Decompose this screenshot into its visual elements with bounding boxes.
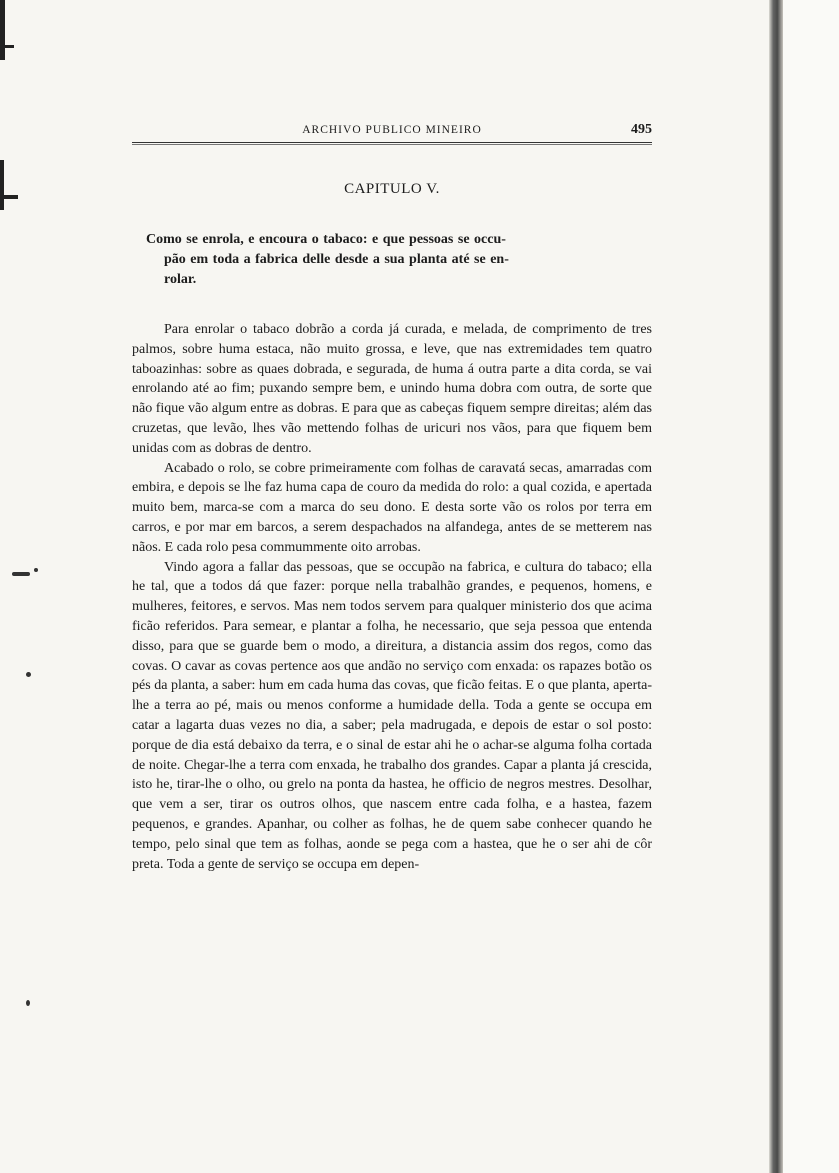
summary-line: Como se enrola, e encoura o tabaco: e que pessoas se occu- [146,232,506,247]
header-rule [132,142,652,145]
body-text [132,320,652,874]
running-header [132,118,652,140]
paragraph: Para enrolar o tabaco dobrão a corda já curada, e melada, de comprimento de tres palmos, sobre huma estaca, não muito grossa, e leve, que nas extremidades tem quatro taboazinhas: sobre as quaes dobrada, e segurada, de huma á outra parte a dita corda, se vai enrolando até ao fim; puxando sempre bem, e unindo huma dobra com outra, de sorte que não fique vão algum entre as dobras. E para que as cabeças fiquem sempre direitas; além das cruzetas, que levão, lhes vão mettendo folhas de uricuri nos vãos, para que fiquem bem unidas com as dobras de dentro. [132,322,652,456]
summary-line: pão em toda a fabrica delle desde a sua planta até se en- [164,252,509,267]
page-number: 495 [631,122,652,137]
paragraph: Vindo agora a fallar das pessoas, que se occupão na fabrica, e cultura do tabaco; ella he tal, que a todos dá que fazer: porque nella trabalhão grandes, e pequenos, homens, e mulheres, feitores, e servos. Mas nem todos servem para qualquer ministerio dos que acima ficão referidos. Para semear, e plantar a folha, he necessario, que seja pessoa que entenda disso, para que se guarde bem o modo, a direitura, a distancia assim dos regos, como das covas. O cavar as covas pertence aos que andão no serviço com enxada: os rapazes botão os pés da planta, a saber: hum em cada huma das covas, que ficão feitas. E o que planta, aperta-lhe a terra ao pé, mais ou menos conforme a humidade della. Toda a gente se occupa em catar a lagarta duas vezes no dia, a saber; pela madrugada, e depois de estar o sol posto: porque de dia está debaixo da terra, e o sinal de estar ahi he o achar-se alguma folha cortada de noite. Chegar-lhe a terra com enxada, he trabalho dos grandes. Capar a planta já crescida, isto he, tirar-lhe o olho, ou grelo na ponta da hastea, he officio de negros mestres. Desolhar, que vem a ser, tirar os outros olhos, que nascem entre cada folha, e a hastea, fazem pequenos, e grandes. Apanhar, ou colher as folhas, he de quem sabe conhecer quando he tempo, pelo sinal que tem as folhas, aonde se pega com a hastea, que he o ser ahi de côr preta. Toda a gente de serviço se occupa em depen- [132,559,652,872]
scan-margin [783,0,839,1173]
scan-mark [0,160,4,210]
paragraph: Acabado o rolo, se cobre primeiramente com folhas de caravatá secas, amarradas com embira, e depois se lhe faz huma capa de couro da medida do rolo: a qual cozida, e apertada muito bem, marca-se com a marca do seu dono. E desta sorte vão os rolos por terra em carros, e por mar em barcos, a serem despachados na alfandega, antes de se metterem nas nãos. E cada rolo pesa commummente oito arrobas. [132,460,652,555]
scan-mark [0,45,14,48]
scan-speck [26,1000,30,1006]
scan-speck [34,568,38,572]
scan-mark [0,195,18,199]
chapter-title: CAPITULO V. [344,181,440,197]
scan-speck [12,572,30,576]
chapter-summary [146,230,652,290]
scan-speck [26,672,31,677]
document-page [132,118,652,874]
scan-mark [0,0,5,60]
summary-line: rolar. [164,272,197,287]
running-title: ARCHIVO PUBLICO MINEIRO [302,124,482,136]
page-binding-edge [769,0,783,1173]
